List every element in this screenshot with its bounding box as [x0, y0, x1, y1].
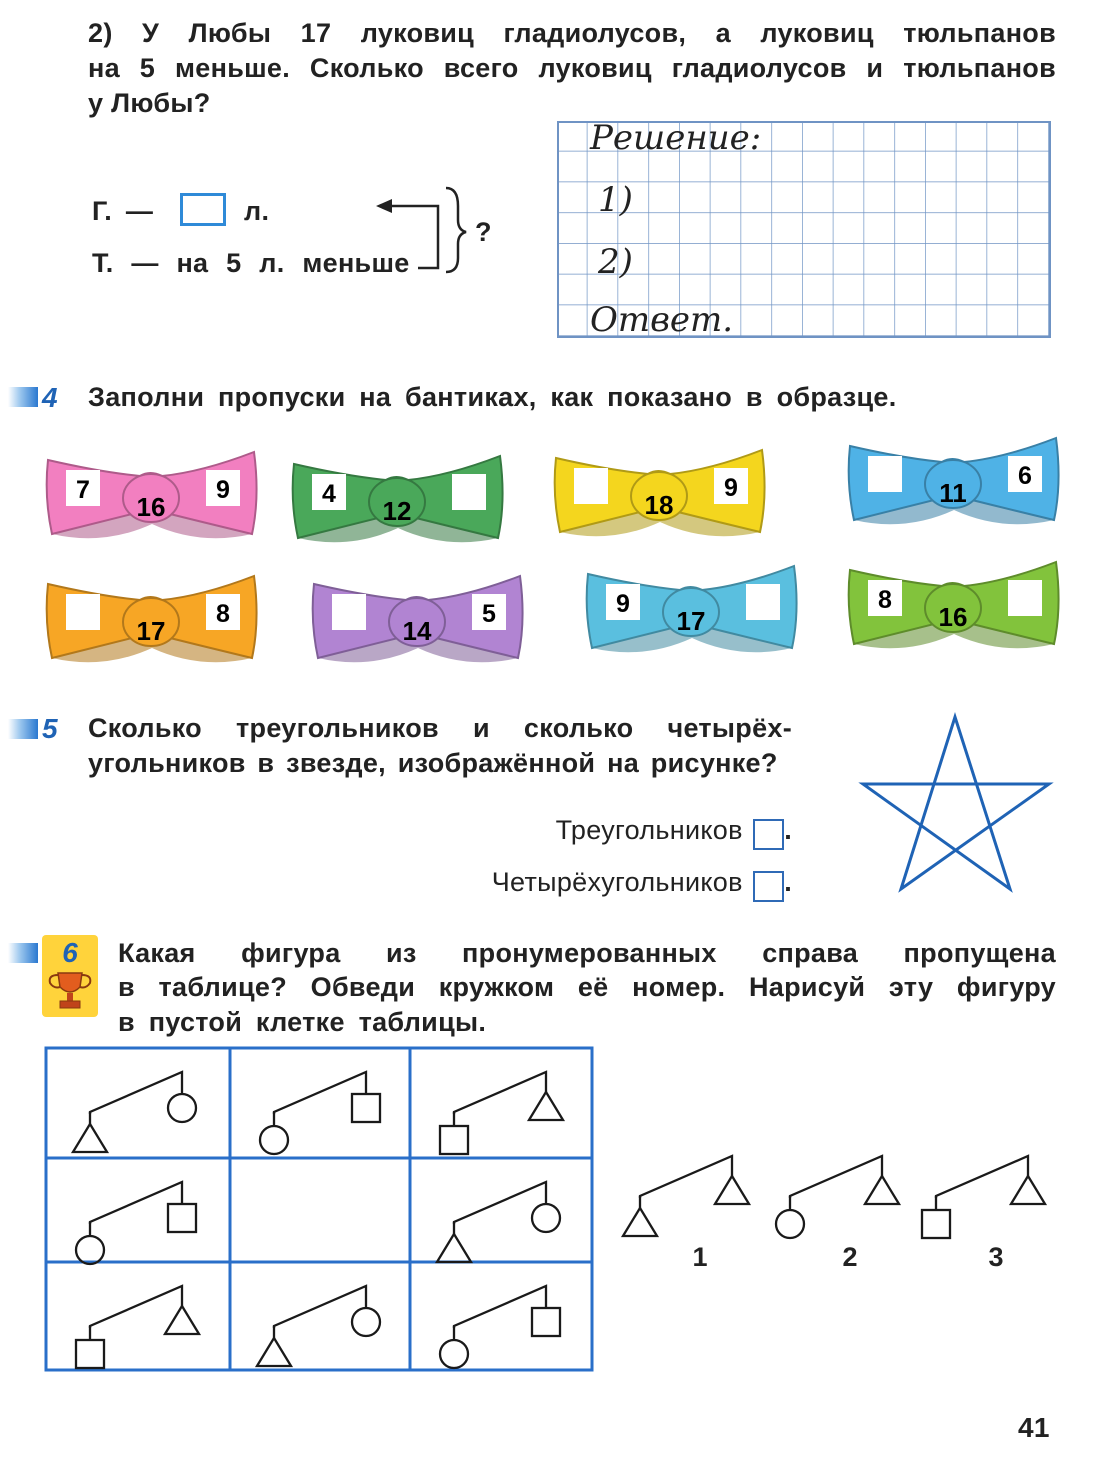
figures-table — [44, 1046, 596, 1374]
scheme-brace — [370, 180, 480, 280]
bow-tie — [40, 442, 262, 552]
table-cell-figure — [257, 1286, 380, 1366]
task4-marker — [8, 387, 38, 407]
bow-left-number: 8 — [878, 586, 892, 614]
bow-tie — [842, 428, 1064, 538]
answer-label: Ответ. — [590, 300, 734, 340]
triangle-shape — [1011, 1176, 1045, 1204]
circle-shape — [532, 1204, 560, 1232]
figure-option-1[interactable] — [623, 1156, 749, 1272]
square-shape — [352, 1094, 380, 1122]
trophy-badge — [42, 935, 98, 1017]
table-cell-figure — [260, 1072, 380, 1154]
bow-right-number: 8 — [216, 600, 230, 628]
bow-center-number: 16 — [938, 602, 968, 632]
circle-shape — [260, 1126, 288, 1154]
bow-left-box[interactable] — [868, 456, 902, 492]
task5-line1: Сколько треугольников и сколько четырёх- — [88, 713, 792, 743]
bow-tie — [548, 440, 770, 550]
scheme-row1-label: Г. — — [92, 196, 154, 226]
triangle-shape — [73, 1124, 107, 1152]
circle-shape — [352, 1308, 380, 1336]
triangle-shape — [715, 1176, 749, 1204]
figure-option-number: 3 — [988, 1242, 1004, 1272]
triangle-shape — [865, 1176, 899, 1204]
bow-center-number: 17 — [136, 616, 166, 646]
bow-right-number: 5 — [482, 600, 496, 628]
figure-option-number: 1 — [692, 1242, 708, 1272]
triangle-shape — [257, 1338, 291, 1366]
table-cell-figure — [440, 1286, 560, 1368]
bow-tie — [40, 566, 262, 676]
bow-left-box[interactable] — [574, 468, 608, 504]
table-cell-figure — [76, 1286, 199, 1368]
square-shape — [532, 1308, 560, 1336]
balance-beam — [90, 1286, 182, 1328]
bow-tie — [306, 566, 528, 676]
bow-center-number: 12 — [382, 496, 412, 526]
scheme-question-mark: ? — [475, 217, 492, 247]
bow-left-box[interactable] — [332, 594, 366, 630]
square-shape — [922, 1210, 950, 1238]
scheme-row2-label: Т. — на 5 л. меньше — [92, 248, 410, 278]
bow-right-number: 6 — [1018, 462, 1032, 490]
square-shape — [168, 1204, 196, 1232]
triangle-shape — [623, 1208, 657, 1236]
square-shape — [76, 1340, 104, 1368]
circle-shape — [440, 1340, 468, 1368]
circle-shape — [168, 1094, 196, 1122]
bow-center-number: 17 — [676, 606, 706, 636]
balance-beam — [790, 1156, 882, 1198]
gladiolus-count-box[interactable] — [180, 193, 226, 226]
star-figure — [858, 712, 1054, 897]
quads-label: Четырёхугольников — [491, 867, 743, 897]
table-cell-figure — [440, 1072, 563, 1154]
task2-line3: у Любы? — [88, 88, 211, 118]
figure-option-2[interactable] — [776, 1156, 899, 1272]
bow-center-number: 18 — [644, 490, 674, 520]
table-cell-figure — [76, 1182, 196, 1264]
bow-right-box[interactable] — [452, 474, 486, 510]
circle-shape — [76, 1236, 104, 1264]
bow-center-number: 14 — [402, 616, 432, 646]
empty-table-cell[interactable] — [234, 1162, 406, 1258]
bow-right-box[interactable] — [746, 584, 780, 620]
task6-line2: в таблице? Обведи кружком её номер. Нарисуй эту фигуру — [118, 972, 1056, 1002]
page-number: 41 — [1018, 1412, 1050, 1443]
balance-beam — [454, 1072, 546, 1114]
task2-line1: 2) У Любы 17 луковиц гладиолусов, а луковиц тюльпанов — [88, 18, 1056, 48]
balance-beam — [936, 1156, 1028, 1198]
balance-beam — [640, 1156, 732, 1198]
table-cell-figure — [437, 1182, 560, 1262]
task6-line3: в пустой клетке таблицы. — [118, 1007, 487, 1037]
square-shape — [440, 1126, 468, 1154]
task4-instruction: Заполни пропуски на бантиках, как показано в образце. — [88, 382, 897, 412]
step1-label: 1) — [598, 180, 633, 220]
quads-answer-box[interactable] — [753, 871, 784, 902]
triangle-shape — [165, 1306, 199, 1334]
task6-marker — [8, 943, 38, 963]
bow-right-number: 9 — [216, 476, 230, 504]
bow-tie — [580, 556, 802, 666]
triangle-shape — [529, 1092, 563, 1120]
task4-number: 4 — [42, 382, 58, 413]
bow-right-number: 9 — [724, 474, 738, 502]
figure-option-number: 2 — [842, 1242, 858, 1272]
solution-label: Решение: — [590, 118, 762, 158]
task5-marker — [8, 719, 38, 739]
triangle-shape — [437, 1234, 471, 1262]
figure-option-3[interactable] — [922, 1156, 1045, 1272]
task6-number: 6 — [62, 937, 78, 968]
task2-line2: на 5 меньше. Сколько всего луковиц гладиолусов и тюльпанов — [88, 53, 1056, 83]
bow-center-number: 11 — [939, 478, 967, 508]
bow-left-box[interactable] — [66, 594, 100, 630]
bow-tie — [286, 446, 508, 556]
bow-left-number: 7 — [76, 476, 90, 504]
triangles-answer-box[interactable] — [753, 819, 784, 850]
task6-line1: Какая фигура из пронумерованных справа пропущена — [118, 938, 1056, 968]
bow-right-box[interactable] — [1008, 580, 1042, 616]
triangles-label: Треугольников — [555, 815, 743, 845]
scheme-row1-unit: л. — [244, 196, 270, 226]
bow-tie — [842, 552, 1064, 662]
bow-left-number: 4 — [322, 480, 336, 508]
bow-center-number: 16 — [136, 492, 166, 522]
trophy-icon — [46, 969, 94, 1013]
task5-number: 5 — [42, 713, 58, 744]
bow-left-number: 9 — [616, 590, 630, 618]
table-cell-figure — [73, 1072, 196, 1152]
figure-options — [620, 1140, 1060, 1280]
step2-label: 2) — [598, 242, 633, 282]
circle-shape — [776, 1210, 804, 1238]
task5-line2: угольников в звезде, изображённой на рисунке? — [88, 748, 778, 778]
